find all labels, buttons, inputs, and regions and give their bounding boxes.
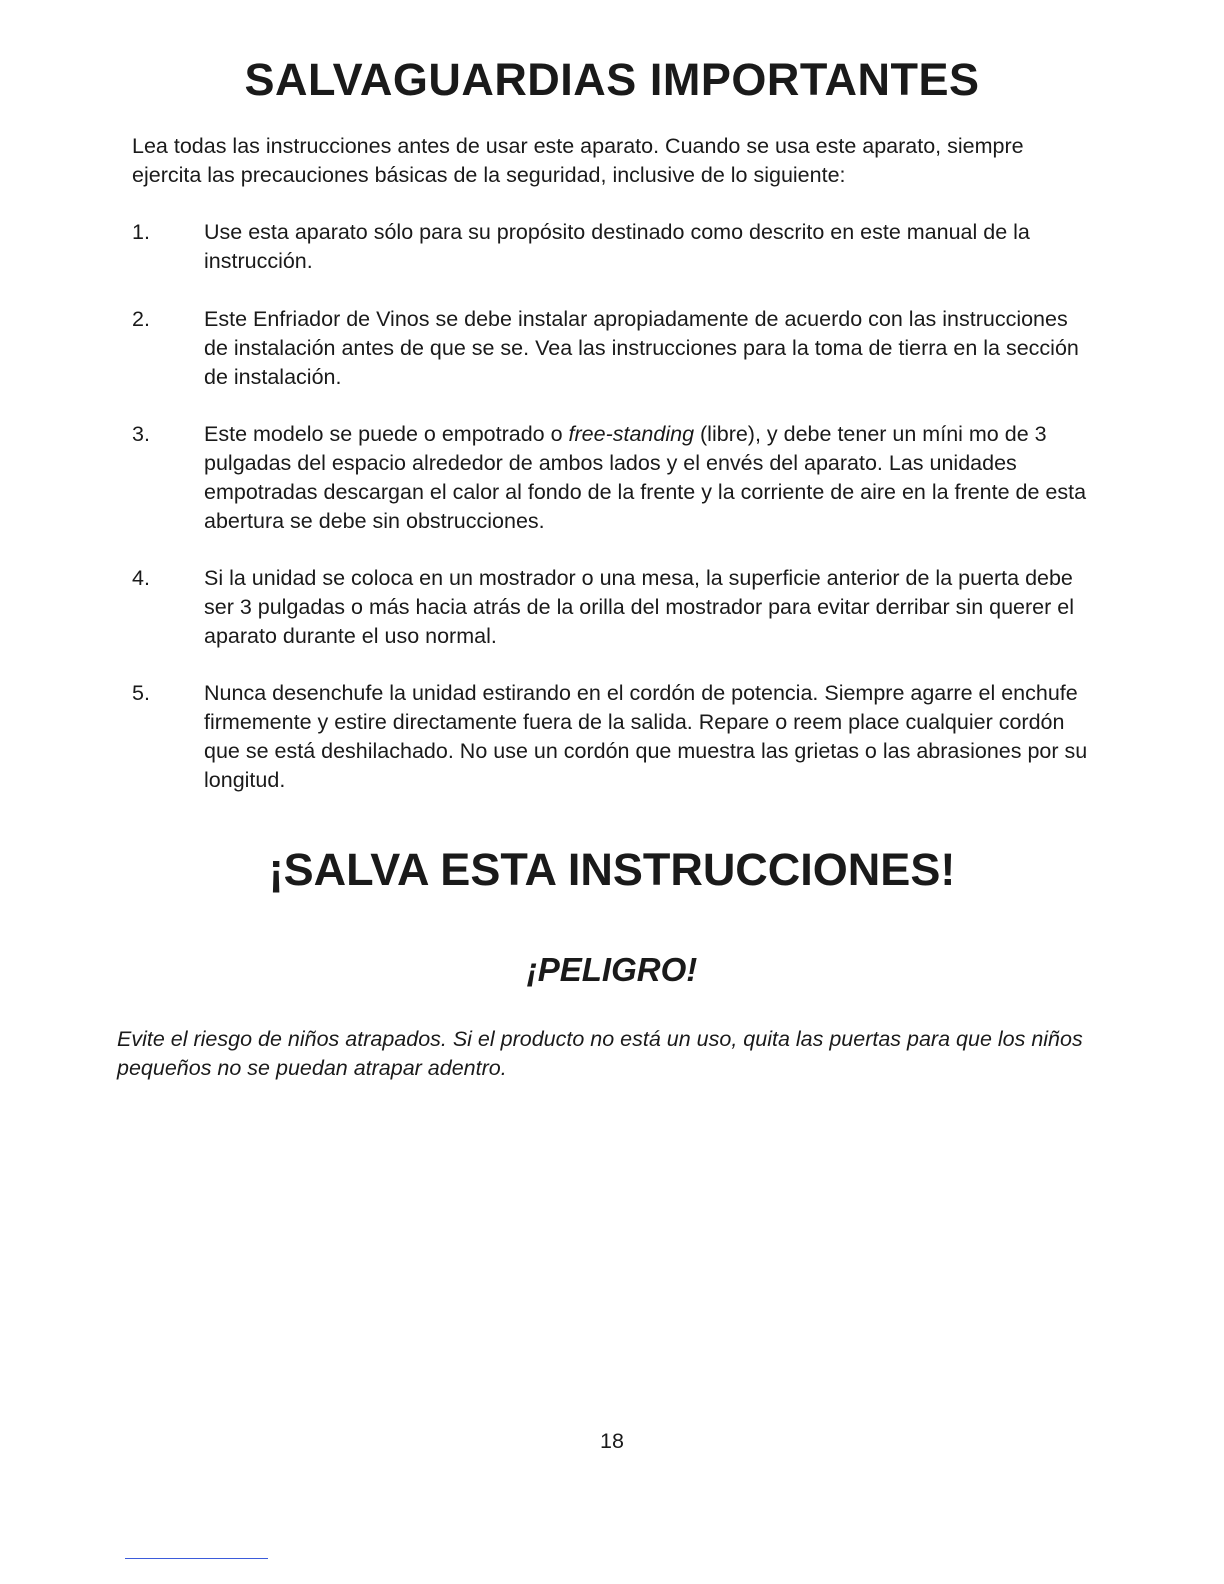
list-item-text: [204, 420, 1092, 536]
intro-paragraph: Lea todas las instrucciones antes de usar este aparato. Cuando se usa este aparato, siempre ejercita las precauciones básicas de la seguridad, inclusive de lo siguiente:: [132, 134, 1024, 187]
list-item-number: 3.: [132, 422, 150, 446]
list-item-text-start: Este modelo se puede o empotrado o: [204, 422, 569, 446]
page-title: SALVAGUARDIAS IMPORTANTES: [244, 54, 980, 105]
list-item-text: Este Enfriador de Vinos se debe instalar apropiadamente de acuerdo con las instrucciones de instalación antes de que se se. Vea las instrucciones para la toma de tierra en la sección de instalación.: [204, 307, 1079, 389]
list-item-text-end: (libre), y debe tener un míni mo de 3 pulgadas del espacio alrededor de ambos lados y el envés del aparato. Las unidades empotradas descargan el calor al fondo de la frente y la corriente de aire en la frente de esta abertura se debe sin obstrucciones.: [204, 422, 1087, 533]
page-number: 18: [600, 1429, 624, 1453]
list-item-number: 1.: [132, 220, 150, 244]
list-item-text: Si la unidad se coloca en un mostrador o una mesa, la superficie anterior de la puerta debe ser 3 pulgadas o más hacia atrás de la orilla del mostrador para evitar derribar sin querer el aparato durante el uso normal.: [204, 566, 1074, 648]
list-item-number: 4.: [132, 566, 150, 590]
list-item-number: 5.: [132, 681, 150, 705]
list-item-text: Nunca desenchufe la unidad estirando en el cordón de potencia. Siempre agarre el enchufe firmemente y estire directamente fuera de la salida. Repare o reem place cualquier cordón que se está deshilachado. No use un cordón que muestra las grietas o las abrasiones por su longitud.: [204, 681, 1088, 792]
save-instructions-heading: ¡SALVA ESTA INSTRUCCIONES!: [268, 844, 956, 895]
danger-heading: ¡PELIGRO!: [526, 951, 698, 988]
list-item-text-italic: free-standing: [568, 422, 695, 446]
list-item-text: Use esta aparato sólo para su propósito destinado como descrito en este manual de la instrucción.: [204, 220, 1030, 273]
danger-text: Evite el riesgo de niños atrapados. Si el producto no está un uso, quita las puertas para que los niños pequeños no se puedan atrapar adentro.: [117, 1027, 1083, 1080]
list-item-number: 2.: [132, 307, 150, 331]
bottom-rule: [125, 1558, 268, 1559]
